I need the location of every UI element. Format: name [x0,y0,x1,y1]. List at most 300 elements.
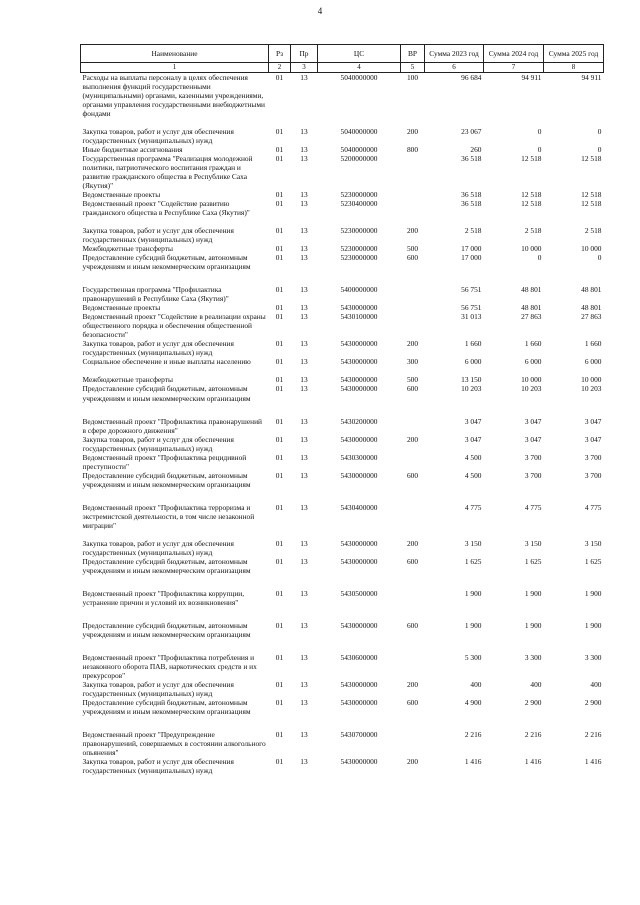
table-row [81,312,604,339]
cell-name: Расходы на выплаты персоналу в целях обеспечения выполнения функций государственными (муниципальными) органами, казенными учреждениями, органами управления государственными внебюджетными фондами [82,72,265,118]
spacer-cell [81,575,604,589]
cell-vr: 200 [406,226,419,235]
cell-pr: 13 [300,244,308,254]
cell-rz: 01 [275,312,284,322]
cell-pr: 13 [300,226,308,235]
cell-vr: 200 [406,126,419,136]
cell-s2: 1 900 [524,589,542,598]
cell-vr [401,417,425,435]
cell-s2: 3 300 [524,653,542,663]
cell-name: Социальное обеспечение и иные выплаты населению [82,357,251,367]
cell-s1: 5 300 [464,653,482,663]
spacer-cell [81,217,604,226]
cell-cs: 5230400000 [340,198,378,208]
cell-s1: 36 518 [461,153,482,163]
cell-s1: 4 775 [464,502,482,512]
cell-pr: 13 [300,198,308,208]
cell-pr: 13 [300,144,308,154]
cell-s1: 400 [470,680,482,690]
cell-rz: 01 [275,653,284,663]
row-spacer [81,530,604,539]
cell-s2: 10 203 [521,384,542,394]
cell-pr: 13 [300,384,308,394]
table-row [81,253,604,271]
table-row [81,417,604,435]
cell-cs: 5430700000 [340,730,378,740]
cell-pr: 13 [300,285,308,295]
cell-s1: 260 [470,144,482,154]
cell-name: Межбюджетные трансферты [82,375,173,385]
budget-table [80,44,604,776]
row-spacer [81,575,604,589]
cell-s1: 4 900 [464,698,482,708]
cell-pr: 13 [300,452,308,462]
cell-name: Государственная программа "Профилактика правонарушений в Республике Саха (Якутия)" [82,285,229,304]
cell-s2: 12 518 [521,153,542,163]
cell-vr: 600 [406,470,419,480]
col-header-sum-2025: Сумма 2025 год [544,45,604,63]
cell-s1: 17 000 [461,253,482,263]
cell-s2: 2 518 [524,226,542,235]
cell-s2: 10 000 [521,375,542,385]
table-row [81,154,604,190]
cell-s3: 4 775 [584,502,602,512]
cell-rz: 01 [275,226,284,235]
spacer-cell [81,639,604,653]
cell-s3: 400 [590,680,602,690]
cell-s3: 0 [597,144,602,154]
column-number: 5 [401,63,425,73]
cell-name: Закупка товаров, работ и услуг для обеспечения государственных (муниципальных) нужд [82,339,234,358]
cell-name: Предоставление субсидий бюджетным, автономным учреждениям и иным некоммерческим организациям [82,384,251,403]
cell-s3: 2 216 [584,730,602,740]
column-number-row [81,63,604,73]
cell-s3: 3 300 [584,653,602,663]
table-row [81,127,604,145]
cell-cs: 5430000000 [340,556,378,566]
spacer-cell [81,366,604,375]
cell-s2: 400 [530,680,542,690]
cell-vr: 600 [406,253,419,263]
cell-s3: 12 518 [581,153,602,163]
cell-s2: 94 911 [521,72,542,82]
cell-pr: 13 [300,730,308,740]
cell-pr: 13 [300,434,308,444]
cell-rz: 01 [275,538,284,548]
cell-vr [401,653,425,680]
cell-cs: 5430000000 [340,303,378,313]
cell-rz: 01 [275,452,284,462]
table-row [81,698,604,716]
table-row [81,145,604,154]
table-body [81,72,604,775]
table-row [81,471,604,489]
cell-s1: 13 150 [461,375,482,385]
cell-s2: 2 900 [524,698,542,708]
header-row [81,45,604,63]
col-header-cs: ЦС [318,45,401,63]
cell-vr: 800 [406,144,419,154]
col-header-rz: Рз [269,45,291,63]
cell-cs: 5430000000 [340,434,378,444]
cell-s2: 3 047 [524,416,542,426]
table-row [81,226,604,244]
cell-vr: 200 [406,757,419,767]
cell-s1: 1 625 [464,556,482,566]
cell-rz: 01 [275,757,284,767]
cell-cs: 5430000000 [340,339,378,349]
cell-s2: 4 775 [524,502,542,512]
cell-cs: 5230000000 [340,189,378,199]
cell-rz: 01 [275,698,284,708]
cell-pr: 13 [300,153,308,163]
cell-pr: 13 [300,126,308,136]
cell-s2: 0 [537,126,542,136]
table-row [81,285,604,303]
cell-vr [401,285,425,303]
row-spacer [81,217,604,226]
cell-s3: 3 700 [584,470,602,480]
cell-rz: 01 [275,556,284,566]
row-spacer [81,118,604,127]
cell-s2: 12 518 [521,189,542,199]
cell-cs: 5200000000 [340,153,378,163]
cell-s2: 1 660 [524,339,542,349]
cell-s1: 1 416 [464,757,482,767]
cell-s2: 10 000 [521,244,542,254]
table-row [81,384,604,402]
column-number: 8 [544,63,604,73]
cell-rz: 01 [275,153,284,163]
cell-s1: 36 518 [461,189,482,199]
cell-cs: 5430600000 [340,653,378,663]
cell-vr [401,190,425,199]
column-number: 3 [291,63,318,73]
cell-s3: 27 863 [581,312,602,322]
table-row [81,190,604,199]
cell-s2: 27 863 [521,312,542,322]
table-row [81,357,604,366]
cell-vr: 300 [406,357,419,367]
col-header-vr: ВР [401,45,425,63]
cell-pr: 13 [300,312,308,322]
cell-s3: 48 801 [581,303,602,313]
cell-rz: 01 [275,589,284,598]
cell-name: Ведомственный проект "Предупреждение правонарушений, совершаемых в состоянии алкогольного опьянения" [82,730,266,758]
cell-pr: 13 [300,589,308,598]
cell-name: Предоставление субсидий бюджетным, автономным учреждениям и иным некоммерческим организациям [82,621,251,640]
cell-vr [401,453,425,471]
cell-cs: 5430000000 [340,470,378,480]
cell-s3: 6 000 [584,357,602,367]
cell-s1: 4 500 [464,470,482,480]
cell-name: Государственная программа "Реализация молодежной политики, патриотического воспитания граждан и развитие гражданского общества в Республике Саха (Якутия)" [82,153,253,190]
cell-s3: 12 518 [581,198,602,208]
row-spacer [81,271,604,285]
cell-name: Закупка товаров, работ и услуг для обеспечения государственных (муниципальных) нужд [82,434,234,453]
cell-name: Ведомственный проект "Профилактика потребления и незаконного оборота ПАВ, наркотических средств и их прекурсоров" [82,653,257,681]
table-row [81,680,604,698]
cell-name: Межбюджетные трансферты [82,244,173,254]
row-spacer [81,366,604,375]
cell-s2: 3 700 [524,452,542,462]
cell-s3: 3 700 [584,452,602,462]
cell-s1: 3 047 [464,434,482,444]
cell-rz: 01 [275,339,284,349]
cell-name: Иные бюджетные ассигнования [82,144,183,154]
cell-s3: 1 625 [584,556,602,566]
cell-rz: 01 [275,730,284,740]
cell-s2: 0 [537,144,542,154]
row-spacer [81,716,604,730]
cell-s2: 48 801 [521,285,542,295]
table-row [81,375,604,384]
cell-pr: 13 [300,253,308,263]
cell-pr: 13 [300,189,308,199]
cell-pr: 13 [300,416,308,426]
cell-cs: 5430500000 [340,589,378,598]
cell-name: Ведомственный проект "Содействие в реализации охраны общественного порядка и обеспечения общественной безопасности" [82,312,266,340]
cell-rz: 01 [275,253,284,263]
cell-cs: 5430100000 [340,312,378,322]
column-number: 6 [425,63,484,73]
cell-name: Предоставление субсидий бюджетным, автономным учреждениям и иным некоммерческим организациям [82,556,251,575]
table-row [81,503,604,530]
cell-vr [401,154,425,190]
cell-pr: 13 [300,72,308,82]
table-row [81,539,604,557]
cell-s3: 3 047 [584,416,602,426]
cell-rz: 01 [275,303,284,313]
cell-s2: 12 518 [521,198,542,208]
cell-name: Закупка товаров, работ и услуг для обеспечения государственных (муниципальных) нужд [82,538,234,557]
cell-s1: 56 751 [461,303,482,313]
cell-s1: 23 067 [461,126,482,136]
cell-pr: 13 [300,680,308,690]
cell-pr: 13 [300,303,308,313]
cell-s1: 36 518 [461,198,482,208]
cell-cs: 5430000000 [340,757,378,767]
cell-s1: 1 900 [464,589,482,598]
cell-cs: 5040000000 [340,144,378,154]
cell-rz: 01 [275,375,284,385]
row-spacer [81,489,604,503]
table-row [81,303,604,312]
col-header-name: Наименование [81,45,269,63]
cell-cs: 5430000000 [340,621,378,631]
cell-rz: 01 [275,144,284,154]
cell-rz: 01 [275,198,284,208]
table-row [81,339,604,357]
page-number: 4 [317,6,323,16]
cell-s1: 96 684 [461,72,482,82]
column-number: 7 [484,63,544,73]
cell-s3: 2 900 [584,698,602,708]
col-header-pr: Пр [291,45,318,63]
cell-vr: 600 [406,556,419,566]
cell-vr: 100 [406,72,419,82]
cell-rz: 01 [275,502,284,512]
cell-pr: 13 [300,375,308,385]
cell-cs: 5430300000 [340,452,378,462]
cell-pr: 13 [300,621,308,631]
cell-s3: 0 [597,253,602,263]
table-row [81,730,604,757]
cell-s3: 10 000 [581,375,602,385]
cell-pr: 13 [300,502,308,512]
table-row [81,589,604,607]
column-number: 1 [81,63,269,73]
table-row [81,244,604,253]
spacer-cell [81,489,604,503]
cell-pr: 13 [300,653,308,663]
cell-name: Ведомственные проекты [82,189,161,199]
cell-vr: 600 [406,621,419,631]
table-row [81,435,604,453]
cell-pr: 13 [300,556,308,566]
cell-vr [401,730,425,757]
cell-s1: 56 751 [461,285,482,295]
cell-s3: 0 [597,126,602,136]
spacer-cell [81,271,604,285]
cell-cs: 5430400000 [340,502,378,512]
cell-cs: 5430000000 [340,698,378,708]
cell-rz: 01 [275,285,284,295]
spacer-cell [81,118,604,127]
cell-rz: 01 [275,72,284,82]
cell-rz: 01 [275,357,284,367]
row-spacer [81,639,604,653]
cell-name: Ведомственный проект "Профилактика правонарушений в сфере дорожного движения" [82,416,262,435]
cell-s1: 3 150 [464,538,482,548]
cell-vr [401,303,425,312]
cell-vr [401,589,425,607]
cell-s3: 2 518 [584,226,602,235]
cell-s3: 1 900 [584,621,602,631]
spacer-cell [81,716,604,730]
cell-name: Предоставление субсидий бюджетным, автономным учреждениям и иным некоммерческим организациям [82,253,251,272]
cell-s1: 2 518 [464,226,482,235]
cell-cs: 5230000000 [340,226,378,235]
table-row [81,653,604,680]
cell-cs: 5230000000 [340,253,378,263]
cell-pr: 13 [300,357,308,367]
cell-cs: 5230000000 [340,244,378,254]
cell-cs: 5430000000 [340,538,378,548]
cell-rz: 01 [275,680,284,690]
cell-s1: 2 216 [464,730,482,740]
cell-pr: 13 [300,339,308,349]
cell-s1: 1 660 [464,339,482,349]
table-row [81,557,604,575]
cell-s1: 31 013 [461,312,482,322]
cell-s1: 4 500 [464,452,482,462]
cell-vr [401,312,425,339]
cell-vr [401,503,425,530]
cell-name: Предоставление субсидий бюджетным, автономным учреждениям и иным некоммерческим организациям [82,470,251,489]
col-header-sum-2023: Сумма 2023 год [425,45,484,63]
cell-name: Ведомственный проект "Профилактика коррупции, устранение причин и условий их возникновения" [82,589,245,608]
row-spacer [81,403,604,417]
cell-s3: 3 150 [584,538,602,548]
cell-rz: 01 [275,244,284,254]
cell-s2: 2 216 [524,730,542,740]
row-spacer [81,607,604,621]
spacer-cell [81,607,604,621]
cell-vr: 200 [406,339,419,349]
cell-name: Ведомственный проект "Профилактика рецидивной преступности" [82,452,247,471]
cell-cs: 5400000000 [340,285,378,295]
cell-s3: 1 900 [584,589,602,598]
cell-cs: 5040000000 [340,72,378,82]
cell-s1: 6 000 [464,357,482,367]
cell-vr: 500 [406,375,419,385]
cell-vr: 500 [406,244,419,254]
cell-cs: 5430000000 [340,680,378,690]
cell-s1: 17 000 [461,244,482,254]
cell-s2: 1 416 [524,757,542,767]
cell-s3: 10 000 [581,244,602,254]
cell-s3: 94 911 [581,72,602,82]
cell-vr: 200 [406,680,419,690]
cell-vr: 200 [406,538,419,548]
cell-cs: 5430000000 [340,357,378,367]
col-header-sum-2024: Сумма 2024 год [484,45,544,63]
cell-s3: 48 801 [581,285,602,295]
cell-s1: 1 900 [464,621,482,631]
cell-s2: 0 [537,253,542,263]
cell-cs: 5040000000 [340,126,378,136]
column-number: 2 [269,63,291,73]
cell-vr: 600 [406,384,419,394]
cell-s3: 12 518 [581,189,602,199]
cell-name: Закупка товаров, работ и услуг для обеспечения государственных (муниципальных) нужд [82,680,234,699]
cell-rz: 01 [275,416,284,426]
cell-cs: 5430000000 [340,384,378,394]
table-row [81,453,604,471]
cell-vr: 200 [406,434,419,444]
table-row [81,199,604,217]
cell-s2: 1 900 [524,621,542,631]
table-row [81,621,604,639]
cell-rz: 01 [275,189,284,199]
cell-rz: 01 [275,126,284,136]
cell-name: Закупка товаров, работ и услуг для обеспечения государственных (муниципальных) нужд [82,226,234,245]
cell-s2: 6 000 [524,357,542,367]
cell-s3: 10 203 [581,384,602,394]
cell-s3: 1 660 [584,339,602,349]
cell-pr: 13 [300,757,308,767]
spacer-cell [81,403,604,417]
cell-vr: 600 [406,698,419,708]
cell-s3: 3 047 [584,434,602,444]
cell-s1: 10 203 [461,384,482,394]
cell-name: Предоставление субсидий бюджетным, автономным учреждениям и иным некоммерческим организациям [82,698,251,717]
cell-rz: 01 [275,384,284,394]
cell-cs: 5430000000 [340,375,378,385]
cell-s2: 1 625 [524,556,542,566]
cell-s2: 3 150 [524,538,542,548]
cell-pr: 13 [300,698,308,708]
cell-s2: 48 801 [521,303,542,313]
cell-s2: 3 047 [524,434,542,444]
spacer-cell [81,530,604,539]
table-row [81,757,604,775]
cell-rz: 01 [275,434,284,444]
cell-name: Ведомственные проекты [82,303,161,313]
cell-cs: 5430200000 [340,416,378,426]
cell-pr: 13 [300,538,308,548]
